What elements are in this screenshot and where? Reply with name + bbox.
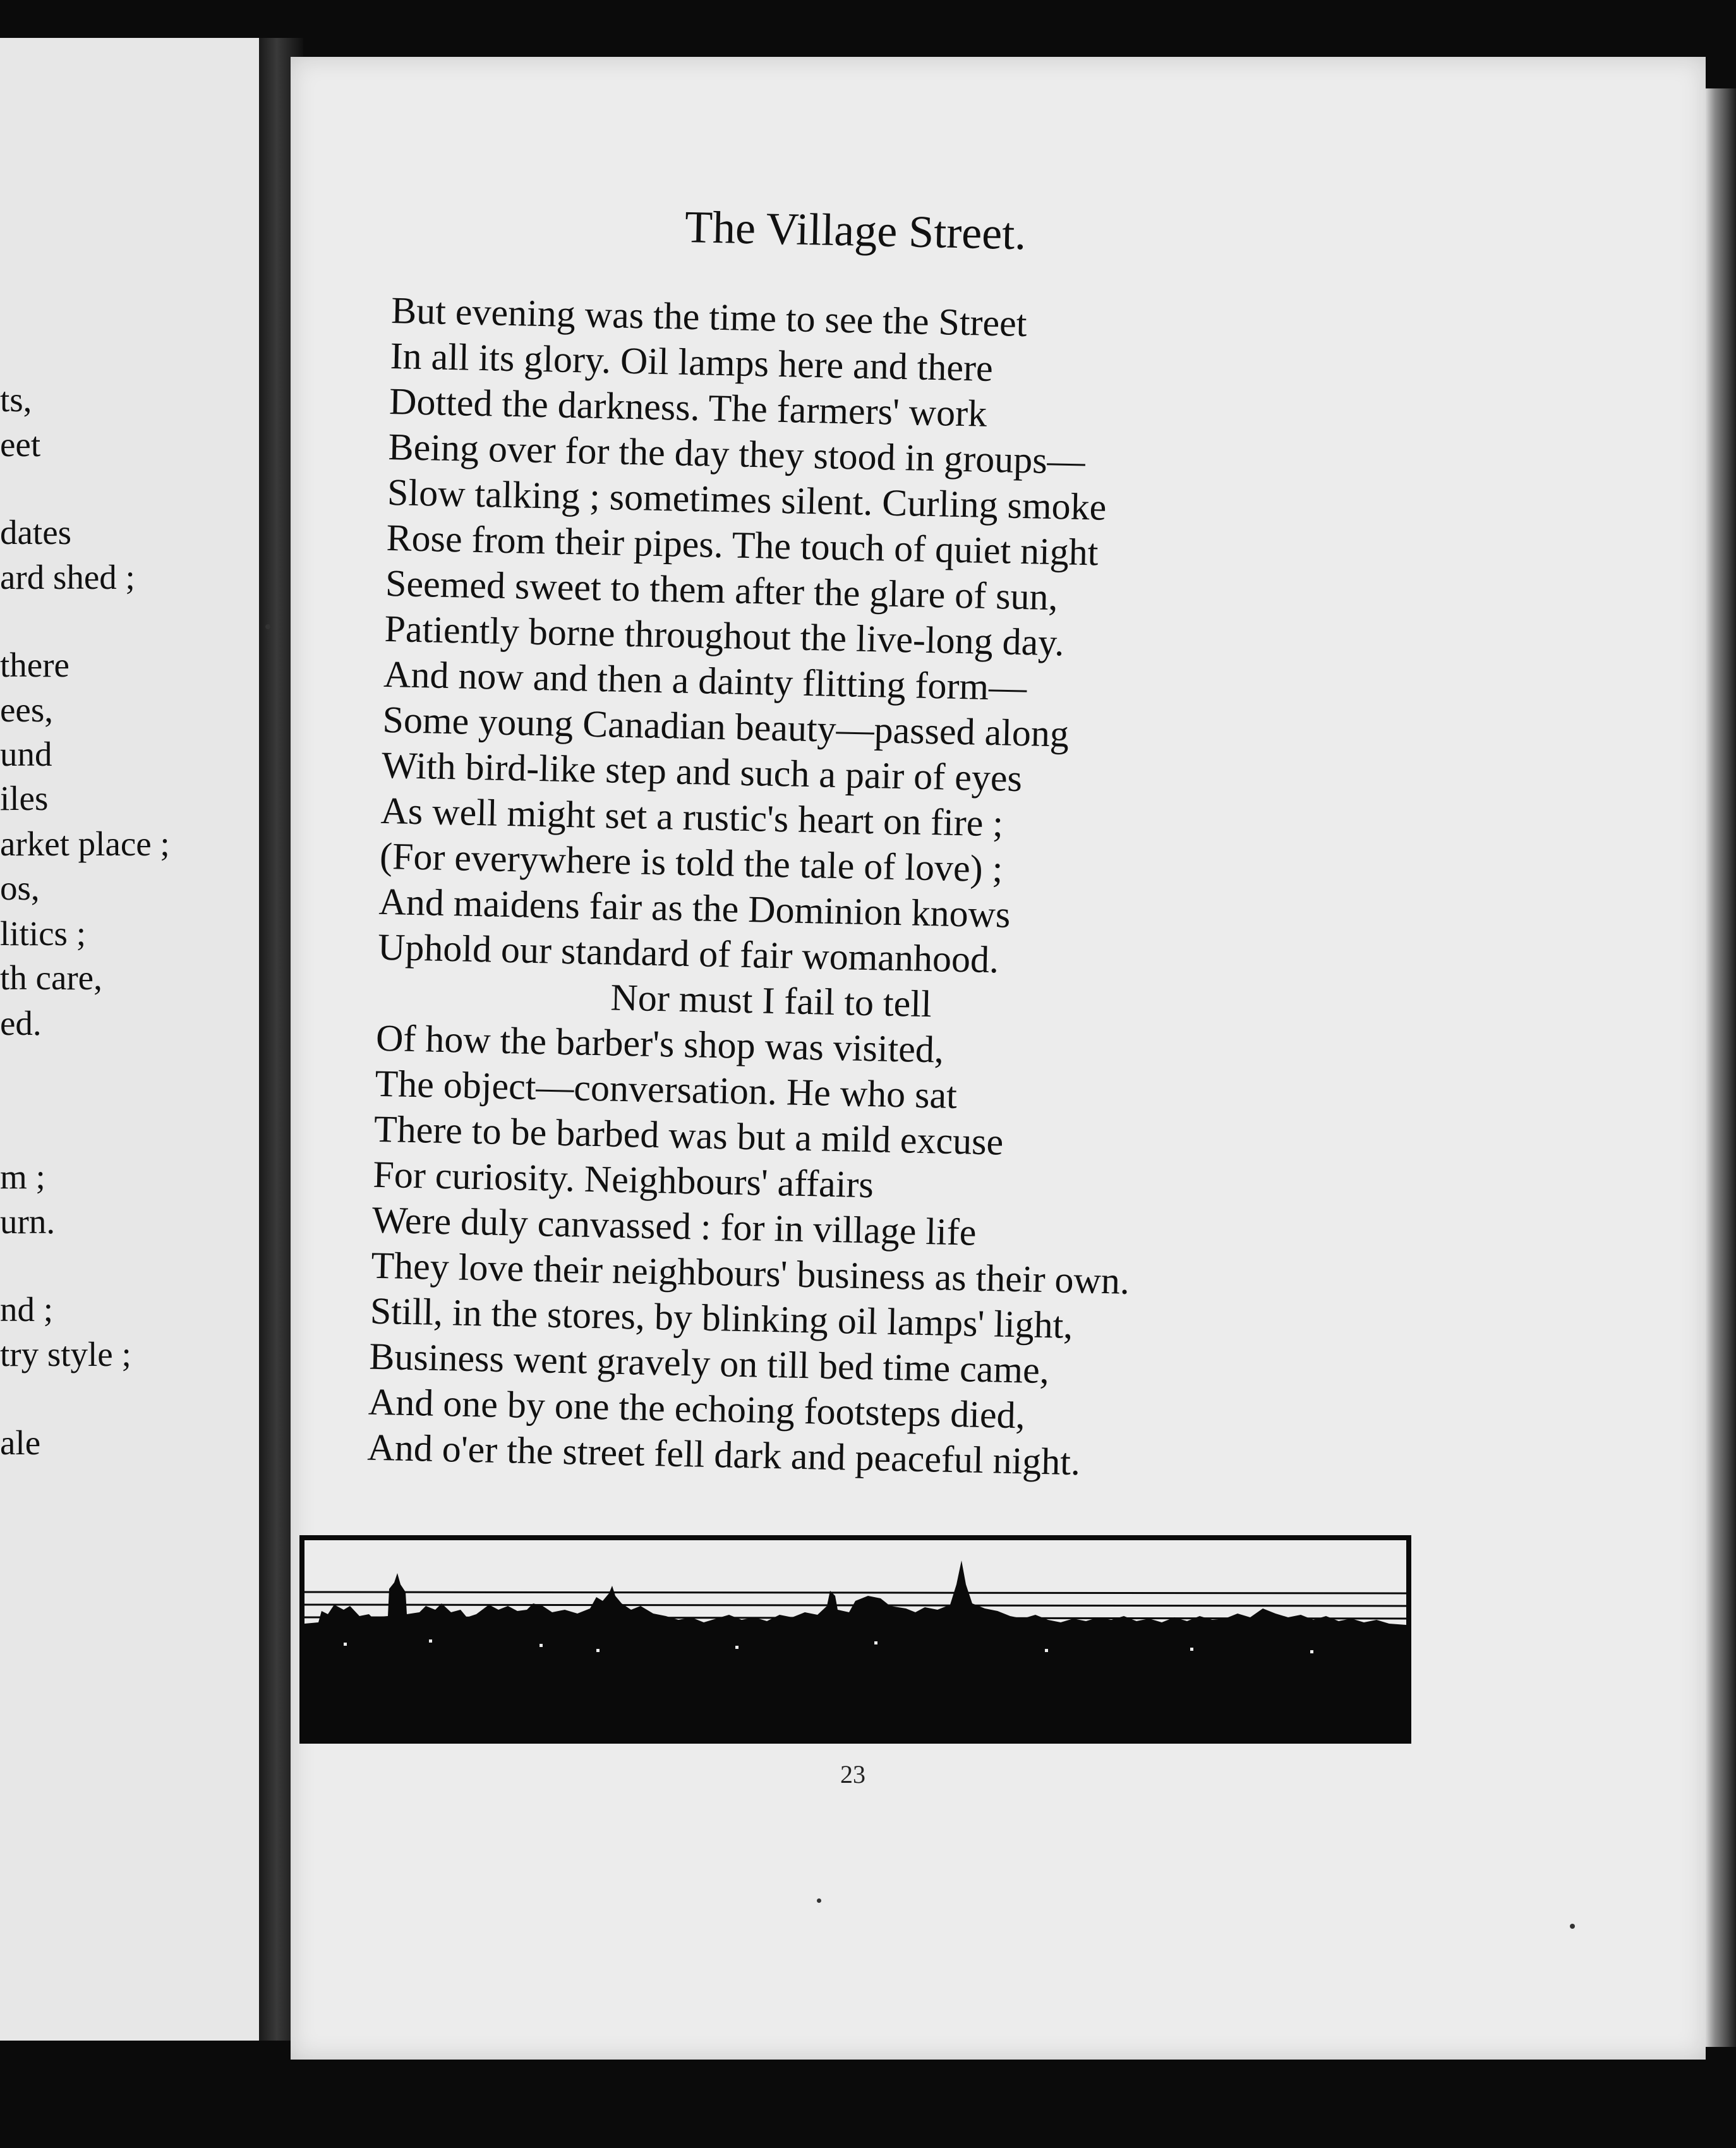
poem-line: Business went gravely on till bed time came, — [368, 1335, 1050, 1392]
previous-page-line: iles — [0, 779, 49, 818]
poem-line: Uphold our standard of fair womanhood. — [377, 926, 999, 981]
poem-line: In all its glory. Oil lamps here and there — [390, 334, 994, 389]
previous-page-line: m ; — [0, 1157, 45, 1196]
poem-line: But evening was the time to see the Street — [390, 289, 1028, 345]
previous-page-line: os, — [0, 869, 40, 907]
poem-line: And maidens fair as the Dominion knows — [378, 880, 1011, 936]
page-number: 23 — [840, 1760, 865, 1789]
poem-line: And o'er the street fell dark and peaceful night. — [366, 1426, 1081, 1483]
dust-speck — [1570, 1924, 1575, 1929]
poem-line: And one by one the echoing footsteps died, — [368, 1380, 1026, 1437]
poem — [367, 287, 1289, 1488]
dust-speck — [817, 1898, 821, 1903]
previous-page-line: eet — [0, 425, 41, 464]
poem-line: Rose from their pipes. The touch of quiet night — [386, 516, 1099, 574]
poem-line: Being over for the day they stood in groups— — [388, 425, 1086, 483]
poem-line: As well might set a rustic's heart on fire ; — [380, 789, 1004, 845]
previous-page-line: there — [0, 646, 69, 684]
poem-line: They love their neighbours' business as their own. — [370, 1244, 1130, 1302]
page-edge — [1706, 88, 1736, 2047]
poem-line: There to be barbed was but a mild excuse — [373, 1107, 1004, 1163]
page-title: The Village Street. — [684, 201, 1027, 260]
poem-line: Patiently borne throughout the live-long day. — [384, 607, 1065, 664]
poem-line: For curiosity. Neighbours' affairs — [372, 1153, 874, 1206]
poem-line: The object—conversation. He who sat — [374, 1062, 958, 1117]
previous-page-line: ed. — [0, 1004, 42, 1042]
previous-page-line: ale — [0, 1423, 41, 1462]
previous-page — [0, 38, 263, 2041]
dust-speck — [265, 624, 270, 629]
poem-line: Some young Canadian beauty—passed along — [382, 698, 1070, 755]
previous-page-line: und — [0, 735, 52, 773]
previous-page-line: nd ; — [0, 1290, 54, 1329]
poem-line: (For everywhere is told the tale of love) ; — [379, 835, 1003, 890]
poem-line: Seemed sweet to them after the glare of sun, — [385, 562, 1059, 618]
poem-line: Nor must I fail to tell — [610, 976, 932, 1025]
previous-page-line: th care, — [0, 958, 102, 997]
previous-page-line: litics ; — [0, 914, 86, 953]
poem-line: Were duly canvassed : for in village life — [371, 1198, 977, 1253]
previous-page-line: ees, — [0, 691, 53, 729]
previous-page-line: try style ; — [0, 1335, 131, 1373]
poem-line: With bird-like step and such a pair of eyes — [381, 744, 1023, 800]
poem-line: Slow talking ; sometimes silent. Curling smoke — [387, 471, 1107, 528]
poem-line: Dotted the darkness. The farmers' work — [389, 380, 987, 435]
poem-line: Still, in the stores, by blinking oil lamps' light, — [370, 1289, 1074, 1346]
previous-page-line: ard shed ; — [0, 558, 135, 596]
previous-page-line: urn. — [0, 1202, 56, 1241]
poem-line: And now and then a dainty flitting form— — [383, 653, 1027, 709]
village-skyline-illustration — [299, 1535, 1411, 1744]
previous-page-line: ts, — [0, 380, 32, 419]
poem-line: Of how the barber's shop was visited, — [375, 1017, 944, 1071]
previous-page-line: arket place ; — [0, 824, 170, 863]
previous-page-line: dates — [0, 513, 72, 552]
